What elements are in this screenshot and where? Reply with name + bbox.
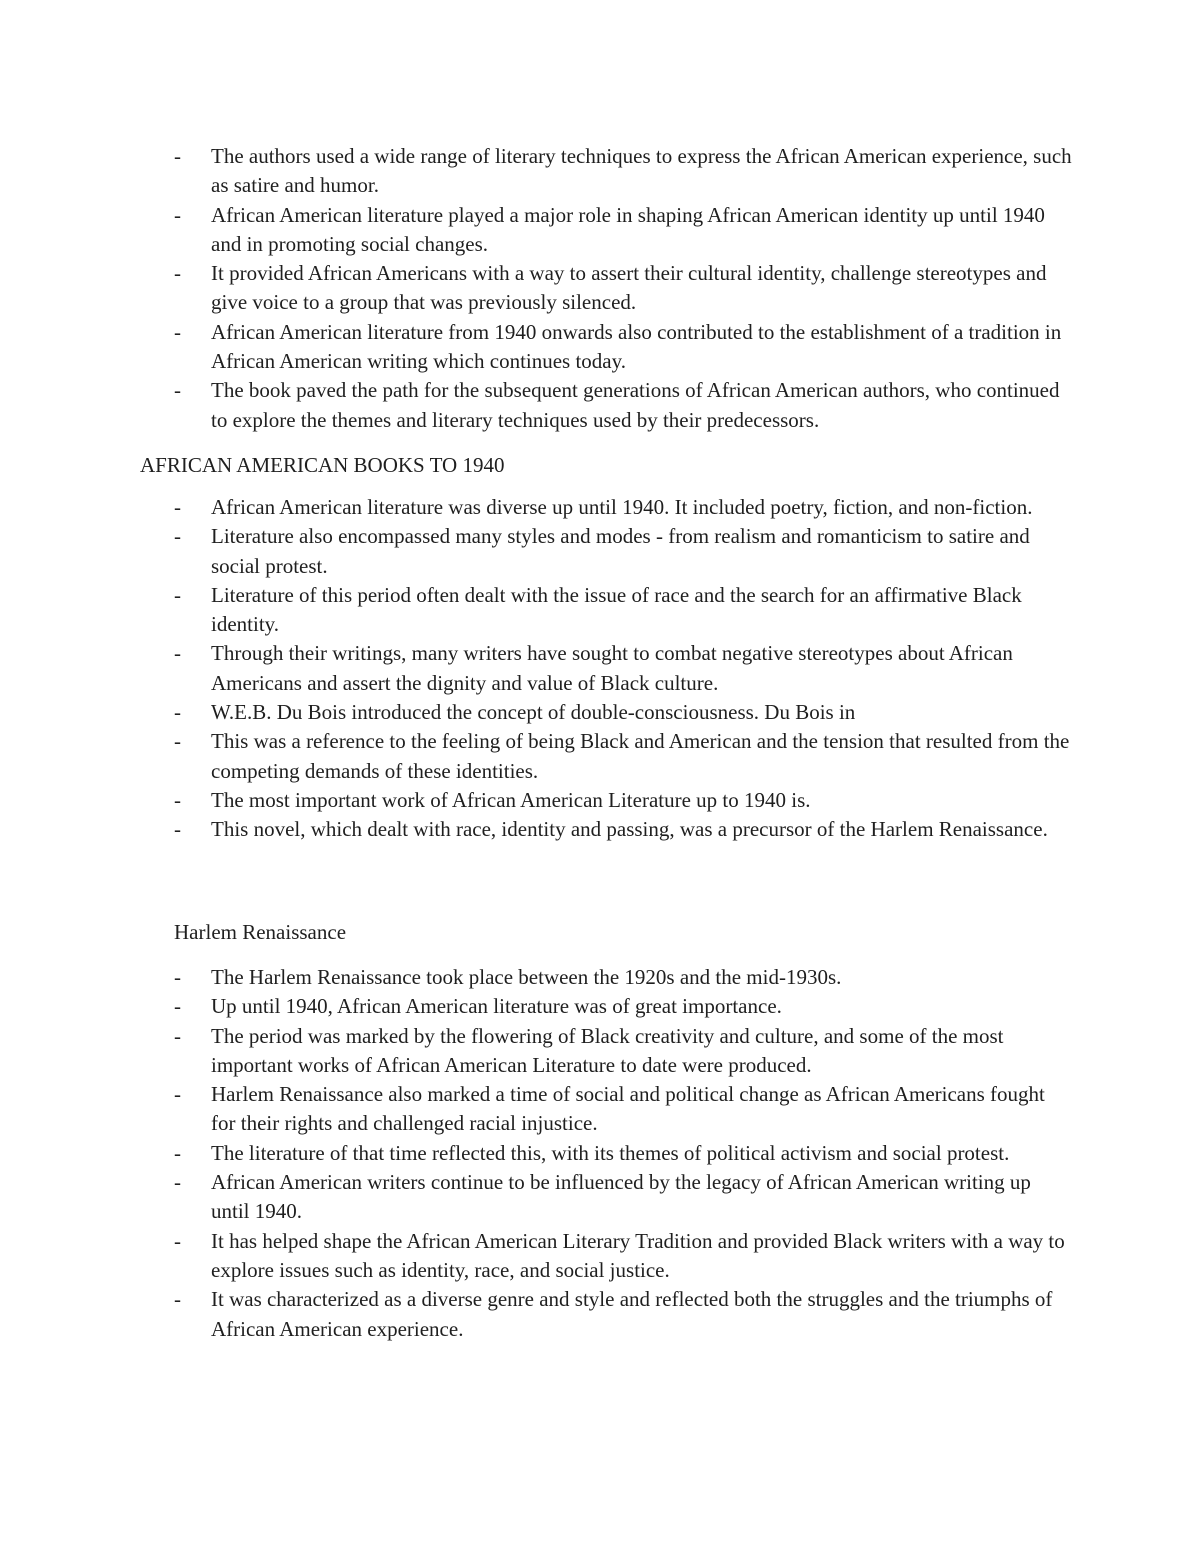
list-item-text: African American literature was diverse up until 1940. It included poetry, fiction, and non-fiction. <box>211 495 1033 519</box>
list-item <box>174 1227 1074 1286</box>
bullet-dash: - <box>174 319 181 344</box>
list-item-text: African American writers continue to be influenced by the legacy of African American writing up until 1940. <box>211 1170 1031 1224</box>
bullet-dash: - <box>174 1140 181 1165</box>
bullet-dash: - <box>174 378 181 403</box>
list-item-text: W.E.B. Du Bois introduced the concept of double-consciousness. Du Bois in <box>211 700 856 725</box>
section-heading-books: AFRICAN AMERICAN BOOKS TO 1940 <box>140 453 505 477</box>
bullet-dash: - <box>174 261 181 286</box>
bullet-dash: - <box>174 495 181 519</box>
list-item-text: It provided African Americans with a way to assert their cultural identity, challenge stereotypes and give voice to a group that was previously silenced. <box>211 261 1047 315</box>
list-item <box>174 963 1074 992</box>
list-item-text: The Harlem Renaissance took place between the 1920s and the mid-1930s. <box>211 965 842 989</box>
bullet-dash: - <box>174 1082 181 1107</box>
list-item-text: The literature of that time reflected this, with its themes of political activism and social protest. <box>211 1140 1010 1165</box>
bullet-dash: - <box>174 700 181 725</box>
list-item-text: The authors used a wide range of literary techniques to express the African American experience, such as satire and humor. <box>211 144 1072 198</box>
list-item-text: Literature also encompassed many styles and modes - from realism and romanticism to satire and social protest. <box>211 524 1030 578</box>
bullet-dash: - <box>174 582 181 607</box>
list-item-text: Up until 1940, African American literature was of great importance. <box>211 994 782 1019</box>
list-item <box>174 698 1074 727</box>
list-item-text: This novel, which dealt with race, identity and passing, was a precursor of the Harlem Renaissance. <box>211 817 1048 842</box>
list-item <box>174 727 1074 786</box>
list-item-text: Harlem Renaissance also marked a time of social and political change as African Americans fought for their rights and challenged racial injustice. <box>211 1082 1045 1136</box>
bullet-dash: - <box>174 524 181 549</box>
list-item-text: This was a reference to the feeling of being Black and American and the tension that resulted from the competing demands of these identities. <box>211 729 1070 783</box>
list-item <box>174 1285 1074 1344</box>
list-item <box>174 992 1074 1021</box>
bullet-dash: - <box>174 994 181 1019</box>
list-item-text: The period was marked by the flowering of Black creativity and culture, and some of the most important works of African American Literature to date were produced. <box>211 1023 1004 1077</box>
intro-bullet-list <box>174 142 1074 435</box>
harlem-bullet-list <box>174 963 1074 1344</box>
list-item <box>174 142 1074 201</box>
bullet-dash: - <box>174 1287 181 1312</box>
list-item-text: The most important work of African American Literature up to 1940 is. <box>211 787 811 812</box>
bullet-dash: - <box>174 965 181 989</box>
list-item <box>174 201 1074 260</box>
list-item-text: The book paved the path for the subsequent generations of African American authors, who continued to explore the themes and literary techniques used by their predecessors. <box>211 378 1060 432</box>
bullet-dash: - <box>174 144 181 168</box>
section-heading-harlem: Harlem Renaissance <box>174 920 347 944</box>
list-item <box>174 581 1074 640</box>
list-item <box>174 639 1074 698</box>
list-item-text: It has helped shape the African American Literary Tradition and provided Black writers with a way to explore issues such as identity, race, and social justice. <box>211 1228 1065 1282</box>
bullet-dash: - <box>174 1023 181 1048</box>
list-item-text: Through their writings, many writers have sought to combat negative stereotypes about African Americans and assert the dignity and value of Black culture. <box>211 641 1013 695</box>
list-item-text: It was characterized as a diverse genre and style and reflected both the struggles and the triumphs of African American experience. <box>211 1287 1053 1341</box>
list-item <box>174 493 1074 522</box>
list-item <box>174 1080 1074 1139</box>
list-item <box>174 259 1074 318</box>
bullet-dash: - <box>174 817 181 842</box>
list-item <box>174 786 1074 815</box>
list-item <box>174 522 1074 581</box>
list-item-text: African American literature from 1940 onwards also contributed to the establishment of a tradition in African American writing which continues today. <box>211 319 1062 374</box>
list-item <box>174 1022 1074 1081</box>
bullet-dash: - <box>174 787 181 812</box>
list-item-text: African American literature played a major role in shaping African American identity up until 1940 and in promoting social changes. <box>211 202 1045 256</box>
list-item <box>174 376 1074 435</box>
list-item <box>174 1168 1074 1227</box>
list-item-text: Literature of this period often dealt with the issue of race and the search for an affirmative Black identity. <box>211 582 1022 637</box>
list-item <box>174 318 1074 377</box>
books-bullet-list <box>174 493 1074 845</box>
bullet-dash: - <box>174 202 181 227</box>
bullet-dash: - <box>174 729 181 754</box>
list-item <box>174 1139 1074 1168</box>
list-item <box>174 815 1074 844</box>
bullet-dash: - <box>174 641 181 666</box>
bullet-dash: - <box>174 1228 181 1253</box>
bullet-dash: - <box>174 1170 181 1195</box>
